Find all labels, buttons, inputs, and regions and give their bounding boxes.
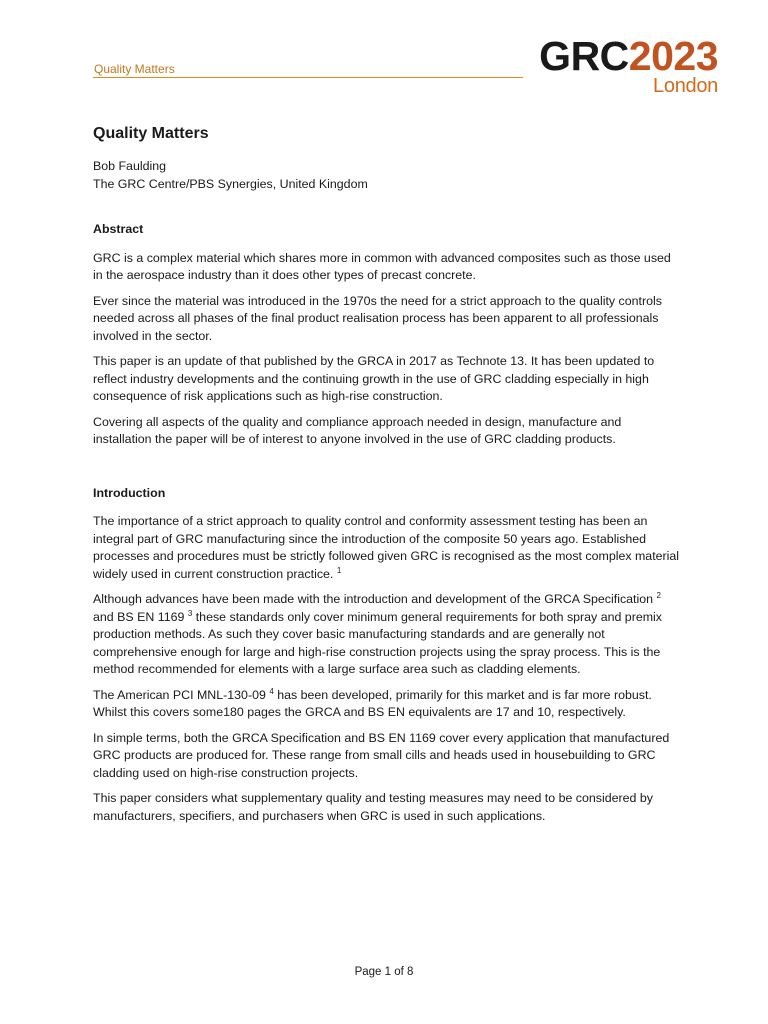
logo-grc: GRC: [539, 33, 629, 79]
intro-p2-text-a: Although advances have been made with the introduction and development of the GRCA Specification: [93, 592, 654, 606]
abstract-paragraph: Ever since the material was introduced in the 1970s the need for a strict approach to the quality controls needed across all phases of the final product realisation process has been apparent to all professionals involved in the sector.: [93, 293, 662, 343]
header-rule: [93, 77, 523, 78]
reference-marker: 1: [336, 565, 342, 575]
author: Bob Faulding: [93, 159, 167, 173]
conference-logo: [539, 33, 718, 97]
abstract-heading: Abstract: [93, 222, 144, 236]
logo-city: London: [653, 75, 718, 97]
abstract-paragraph: GRC is a complex material which shares more in common with advanced composites such as those used in the aerospace industry than it does other types of precast concrete.: [93, 250, 671, 282]
intro-p3-text-b: has been developed, primarily for this market and is far more robust. Whilst this covers some180 pages the GRCA and BS EN equivalents are 17 and 10, respectively.: [93, 687, 652, 719]
reference-marker: 4: [269, 686, 274, 696]
intro-p2-text-c: these standards only cover minimum general requirements for both spray and premix production methods. As such they cover basic manufacturing standards and are generally not comprehensive enough for large and high-rise construction projects using the spray process. This is the method recommended for elements with a large surface area such as cladding elements.: [93, 609, 662, 676]
paper-title: Quality Matters: [93, 125, 209, 142]
running-title: Quality Matters: [94, 62, 175, 76]
intro-paragraph: [93, 513, 683, 583]
intro-paragraph: [93, 687, 683, 722]
affiliation: The GRC Centre/PBS Synergies, United Kingdom: [93, 176, 368, 191]
introduction-heading: Introduction: [93, 485, 166, 500]
paper-body: [93, 124, 683, 833]
logo-year: 2023: [628, 33, 718, 79]
abstract-paragraph: This paper is an update of that published by the GRCA in 2017 as Technote 13. It has been updated to reflect industry developments and the continuing growth in the use of GRC cladding especially in high consequence of risk applications such as high-rise construction.: [93, 354, 655, 403]
reference-marker: 2: [656, 590, 661, 600]
page-number: Page 1 of 8: [354, 966, 414, 978]
abstract-paragraph: Covering all aspects of the quality and compliance approach needed in design, manufacture and installation the paper will be of interest to anyone involved in the use of GRC cladding products.: [93, 414, 622, 446]
intro-p3-text-a: The American PCI MNL-130-09: [93, 687, 266, 702]
intro-paragraph: This paper considers what supplementary quality and testing measures may need to be considered by manufacturers, specifiers, and purchasers when GRC is used in such applications.: [93, 791, 653, 823]
intro-paragraph: In simple terms, both the GRCA Specification and BS EN 1169 cover every application that manufactured GRC products are produced for. These range from small cills and heads used in housebuilding to GRC cladding used on high-rise construction projects.: [93, 730, 670, 780]
intro-p1-text: The importance of a strict approach to quality control and conformity assessment testing has been an integral part of GRC manufacturing since the introduction of the composite 50 years ago. Established processes and procedures must be strictly followed given GRC is recognised as the most complex material widely used in current construction practice.: [93, 514, 680, 581]
reference-marker: 3: [187, 608, 193, 618]
intro-p2-text-b: and BS EN 1169: [93, 609, 185, 624]
intro-paragraph: [93, 591, 683, 679]
